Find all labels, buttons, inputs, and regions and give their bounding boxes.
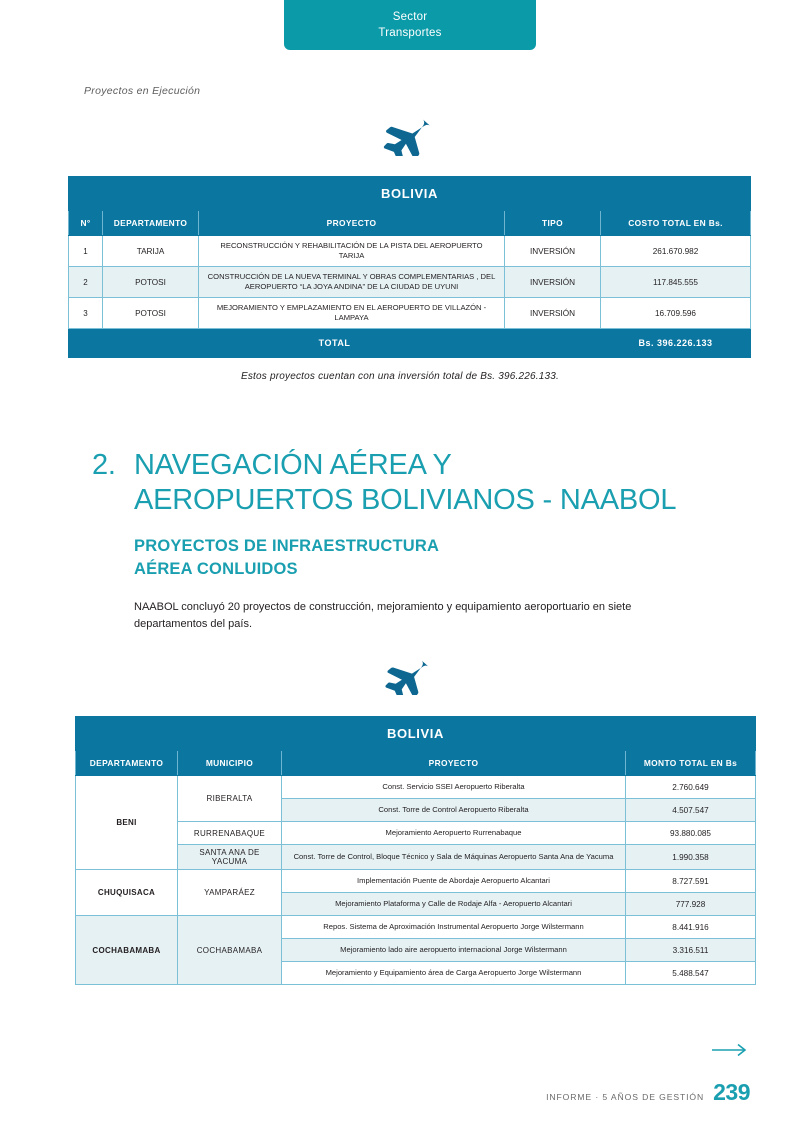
cell-proyecto: Const. Servicio SSEI Aeropuerto Riberalta bbox=[282, 776, 626, 799]
cell-monto: 3.316.511 bbox=[626, 939, 756, 962]
table-title-row bbox=[76, 717, 756, 751]
cell-proyecto: Mejoramiento y Equipamiento área de Carga Aeropuerto Jorge Wilstermann bbox=[282, 962, 626, 985]
column-header-monto: MONTO TOTAL EN Bs bbox=[626, 751, 756, 776]
table-proyectos-concluidos bbox=[75, 716, 756, 985]
cell-monto: 1.990.358 bbox=[626, 845, 756, 870]
sector-banner bbox=[284, 0, 536, 50]
footer-label: INFORME · 5 AÑOS DE GESTIÓN bbox=[546, 1092, 705, 1102]
cell-monto: 8.441.916 bbox=[626, 916, 756, 939]
table-row bbox=[69, 267, 751, 298]
page-subtitle-line2: AÉREA CONLUIDOS bbox=[134, 560, 298, 578]
page-number: 239 bbox=[713, 1079, 750, 1105]
page-subtitle-line1: PROYECTOS DE INFRAESTRUCTURA bbox=[134, 537, 440, 555]
sector-banner-line2: Transportes bbox=[378, 27, 442, 39]
arrow-right-icon[interactable] bbox=[712, 1043, 748, 1057]
cell-numero: 1 bbox=[69, 236, 103, 267]
table-header-row bbox=[76, 751, 756, 776]
column-header-departamento: DEPARTAMENTO bbox=[103, 211, 199, 236]
column-header-tipo: TIPO bbox=[505, 211, 601, 236]
column-header-numero: N° bbox=[69, 211, 103, 236]
page-title-number: 2. bbox=[92, 449, 116, 481]
table-title-row bbox=[69, 177, 751, 211]
cell-proyecto: Repos. Sistema de Aproximación Instrumental Aeropuerto Jorge Wilstermann bbox=[282, 916, 626, 939]
airplane-icon bbox=[380, 657, 432, 695]
cell-proyecto: Mejoramiento lado aire aeropuerto internacional Jorge Wilstermann bbox=[282, 939, 626, 962]
cell-numero: 3 bbox=[69, 298, 103, 329]
page-title-text bbox=[134, 448, 676, 518]
cell-numero: 2 bbox=[69, 267, 103, 298]
cell-monto: 93.880.085 bbox=[626, 822, 756, 845]
table-title: BOLIVIA bbox=[76, 717, 756, 751]
cell-costo: 16.709.596 bbox=[601, 298, 751, 329]
cell-departamento: POTOSI bbox=[103, 267, 199, 298]
cell-departamento: BENI bbox=[76, 776, 178, 870]
cell-departamento: TARIJA bbox=[103, 236, 199, 267]
cell-proyecto: Mejoramiento Plataforma y Calle de Rodaje Alfa - Aeropuerto Alcantari bbox=[282, 893, 626, 916]
cell-proyecto: Const. Torre de Control Aeropuerto Riberalta bbox=[282, 799, 626, 822]
total-label: TOTAL bbox=[69, 329, 601, 358]
table-title: BOLIVIA bbox=[69, 177, 751, 211]
cell-proyecto: Mejoramiento Aeropuerto Rurrenabaque bbox=[282, 822, 626, 845]
cell-municipio: SANTA ANA DE YACUMA bbox=[178, 845, 282, 870]
column-header-proyecto: PROYECTO bbox=[282, 751, 626, 776]
cell-tipo: INVERSIÓN bbox=[505, 267, 601, 298]
cell-departamento: COCHABAMABA bbox=[76, 916, 178, 985]
cell-tipo: INVERSIÓN bbox=[505, 236, 601, 267]
airplane-icon bbox=[378, 116, 434, 156]
cell-municipio: YAMPARÁEZ bbox=[178, 870, 282, 916]
table-row bbox=[76, 822, 756, 845]
table-caption: Estos proyectos cuentan con una inversión total de Bs. 396.226.133. bbox=[240, 371, 560, 382]
table-row bbox=[69, 298, 751, 329]
cell-monto: 5.488.547 bbox=[626, 962, 756, 985]
cell-monto: 2.760.649 bbox=[626, 776, 756, 799]
cell-proyecto: CONSTRUCCIÓN DE LA NUEVA TERMINAL Y OBRAS COMPLEMENTARIAS , DEL AEROPUERTO “LA JOYA ANDINA” DE LA CIUDAD DE UYUNI bbox=[199, 267, 505, 298]
cell-proyecto: Implementación Puente de Abordaje Aeropuerto Alcantari bbox=[282, 870, 626, 893]
table-row bbox=[76, 845, 756, 870]
table-row bbox=[76, 916, 756, 939]
table-total-row bbox=[69, 329, 751, 358]
cell-tipo: INVERSIÓN bbox=[505, 298, 601, 329]
cell-departamento: CHUQUISACA bbox=[76, 870, 178, 916]
column-header-departamento: DEPARTAMENTO bbox=[76, 751, 178, 776]
cell-proyecto: Const. Torre de Control, Bloque Técnico y Sala de Máquinas Aeropuerto Santa Ana de Yacuma bbox=[282, 845, 626, 870]
cell-municipio: RIBERALTA bbox=[178, 776, 282, 822]
page-title-line2: AEROPUERTOS BOLIVIANOS - NAABOL bbox=[134, 484, 677, 516]
page-title bbox=[92, 448, 676, 518]
cell-proyecto: MEJORAMIENTO Y EMPLAZAMIENTO EN EL AEROPUERTO DE VILLAZÓN - LAMPAYA bbox=[199, 298, 505, 329]
column-header-proyecto: PROYECTO bbox=[199, 211, 505, 236]
cell-monto: 777.928 bbox=[626, 893, 756, 916]
table-row bbox=[69, 236, 751, 267]
cell-proyecto: RECONSTRUCCIÓN Y REHABILITACIÓN DE LA PISTA DEL AEROPUERTO TARIJA bbox=[199, 236, 505, 267]
cell-costo: 117.845.555 bbox=[601, 267, 751, 298]
cell-costo: 261.670.982 bbox=[601, 236, 751, 267]
cell-monto: 8.727.591 bbox=[626, 870, 756, 893]
cell-departamento: POTOSI bbox=[103, 298, 199, 329]
column-header-costo: COSTO TOTAL EN Bs. bbox=[601, 211, 751, 236]
footer bbox=[546, 1079, 750, 1106]
page-title-line1: NAVEGACIÓN AÉREA Y bbox=[134, 449, 452, 481]
table-row bbox=[76, 776, 756, 799]
body-paragraph: NAABOL concluyó 20 proyectos de construcción, mejoramiento y equipamiento aeroportuario en siete departamentos del país. bbox=[134, 601, 632, 630]
cell-municipio: COCHABAMABA bbox=[178, 916, 282, 985]
sector-banner-line1: Sector bbox=[392, 11, 428, 23]
cell-monto: 4.507.547 bbox=[626, 799, 756, 822]
table-row bbox=[76, 870, 756, 893]
total-value: Bs. 396.226.133 bbox=[601, 329, 751, 358]
page-subtitle bbox=[134, 535, 439, 581]
cell-municipio: RURRENABAQUE bbox=[178, 822, 282, 845]
table-header-row bbox=[69, 211, 751, 236]
table-proyectos-ejecucion bbox=[68, 176, 751, 358]
section-kicker: Proyectos en Ejecución bbox=[84, 85, 201, 97]
column-header-municipio: MUNICIPIO bbox=[178, 751, 282, 776]
